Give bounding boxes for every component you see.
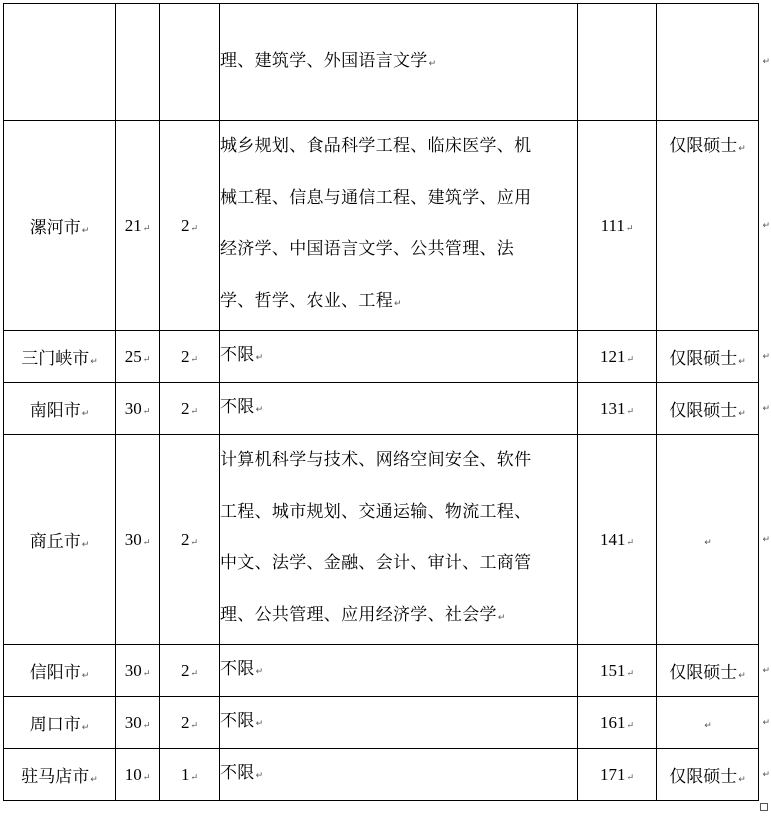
city-cell-text: 南阳市 bbox=[29, 401, 81, 421]
note-cell bbox=[657, 697, 770, 749]
note-cell-text: 仅限硕士 bbox=[669, 663, 738, 683]
paragraph-mark: ↵ bbox=[142, 771, 151, 782]
paragraph-mark: ↵ bbox=[428, 58, 437, 69]
major-line bbox=[220, 331, 577, 382]
major-line bbox=[220, 37, 577, 88]
code-cell-text: 161 bbox=[599, 712, 626, 732]
note-cell bbox=[657, 4, 770, 121]
paragraph-mark: ↵ bbox=[738, 671, 746, 681]
code-cell bbox=[578, 331, 657, 383]
major-line-text: 经济学、中国语言文学、公共管理、法 bbox=[220, 239, 515, 259]
major-line bbox=[220, 749, 577, 800]
major-line bbox=[220, 121, 577, 173]
paragraph-mark: ↵ bbox=[90, 775, 98, 785]
major-line-text: 理、公共管理、应用经济学、社会学 bbox=[220, 604, 497, 625]
paragraph-mark: ↵ bbox=[738, 357, 746, 367]
city-cell bbox=[4, 121, 116, 331]
ratio-cell bbox=[160, 121, 220, 331]
count-cell-text: 30 bbox=[124, 529, 142, 549]
note-cell bbox=[657, 749, 770, 801]
note-cell-text: 仅限硕士 bbox=[669, 136, 738, 156]
row-end-mark: ↵ bbox=[762, 769, 770, 780]
paragraph-mark: ↵ bbox=[704, 720, 712, 731]
position-table bbox=[3, 3, 770, 801]
row-end-mark: ↵ bbox=[762, 403, 770, 414]
ratio-cell-text: 2 bbox=[180, 346, 190, 366]
paragraph-mark: ↵ bbox=[394, 298, 402, 309]
count-cell-text: 30 bbox=[124, 712, 142, 732]
code-cell-text: 131 bbox=[599, 398, 626, 418]
paragraph-mark: ↵ bbox=[190, 536, 199, 547]
paragraph-mark: ↵ bbox=[626, 719, 635, 730]
major-line-text: 不限 bbox=[220, 659, 255, 679]
ratio-cell-text: 2 bbox=[180, 529, 190, 549]
city-cell bbox=[4, 435, 116, 645]
major-cell bbox=[220, 435, 578, 645]
paragraph-mark: ↵ bbox=[255, 719, 264, 729]
table-row bbox=[4, 331, 759, 383]
city-cell-text: 商丘市 bbox=[29, 532, 81, 552]
major-cell bbox=[220, 331, 578, 383]
paragraph-mark: ↵ bbox=[90, 357, 98, 367]
ratio-cell bbox=[160, 383, 220, 435]
paragraph-mark: ↵ bbox=[142, 405, 151, 416]
ratio-cell bbox=[160, 697, 220, 749]
major-line-text: 城乡规划、食品科学工程、临床医学、机 bbox=[220, 136, 532, 156]
major-line-text: 学、哲学、农业、工程 bbox=[220, 290, 393, 311]
major-line-text: 理、建筑学、外国语言文学 bbox=[220, 50, 428, 71]
major-cell bbox=[220, 121, 578, 331]
paragraph-mark: ↵ bbox=[142, 719, 151, 730]
count-cell-text: 25 bbox=[124, 346, 142, 366]
major-line bbox=[220, 224, 577, 276]
ratio-cell bbox=[160, 435, 220, 645]
note-cell bbox=[657, 383, 770, 435]
ratio-cell bbox=[160, 331, 220, 383]
count-cell bbox=[116, 645, 160, 697]
paragraph-mark: ↵ bbox=[81, 723, 90, 733]
table-row bbox=[4, 383, 759, 435]
table-row bbox=[4, 121, 759, 331]
major-cell bbox=[220, 749, 578, 801]
major-line bbox=[220, 383, 577, 434]
paragraph-mark: ↵ bbox=[142, 222, 151, 233]
paragraph-mark: ↵ bbox=[190, 405, 199, 416]
ratio-cell-text: 2 bbox=[180, 398, 190, 418]
paragraph-mark: ↵ bbox=[81, 409, 90, 419]
major-line bbox=[220, 276, 577, 331]
note-cell-text: 仅限硕士 bbox=[669, 349, 738, 369]
count-cell bbox=[116, 121, 160, 331]
paragraph-mark: ↵ bbox=[626, 771, 635, 782]
count-cell bbox=[116, 435, 160, 645]
city-cell bbox=[4, 749, 116, 801]
paragraph-mark: ↵ bbox=[81, 540, 90, 550]
paragraph-mark: ↵ bbox=[142, 667, 151, 678]
paragraph-mark: ↵ bbox=[704, 537, 712, 548]
ratio-cell-text: 1 bbox=[180, 764, 190, 784]
paragraph-mark: ↵ bbox=[625, 222, 634, 233]
major-line bbox=[220, 645, 577, 696]
major-line bbox=[220, 590, 577, 645]
major-line bbox=[220, 487, 577, 539]
major-line-text: 械工程、信息与通信工程、建筑学、应用 bbox=[220, 187, 532, 208]
count-cell-text: 21 bbox=[124, 215, 142, 235]
ratio-cell-text: 2 bbox=[180, 215, 190, 235]
major-line bbox=[220, 435, 577, 487]
table-resize-handle[interactable] bbox=[760, 803, 768, 811]
city-cell-text: 驻马店市 bbox=[21, 767, 90, 787]
city-cell-text: 信阳市 bbox=[29, 663, 81, 683]
major-line bbox=[220, 538, 577, 590]
ratio-cell-text: 2 bbox=[180, 660, 190, 680]
city-cell bbox=[4, 4, 116, 121]
code-cell bbox=[578, 4, 657, 121]
count-cell bbox=[116, 383, 160, 435]
row-end-mark: ↵ bbox=[762, 351, 770, 362]
count-cell-text: 10 bbox=[124, 764, 142, 784]
paragraph-mark: ↵ bbox=[255, 771, 264, 781]
note-cell bbox=[657, 121, 770, 331]
paragraph-mark: ↵ bbox=[626, 353, 635, 364]
city-cell-text: 漯河市 bbox=[29, 218, 81, 238]
code-cell-text: 141 bbox=[599, 529, 626, 549]
paragraph-mark: ↵ bbox=[626, 536, 635, 547]
code-cell-text: 171 bbox=[599, 764, 626, 784]
code-cell bbox=[578, 697, 657, 749]
ratio-cell bbox=[160, 4, 220, 121]
ratio-cell bbox=[160, 645, 220, 697]
paragraph-mark: ↵ bbox=[626, 405, 635, 416]
major-line bbox=[220, 697, 577, 748]
code-cell-text: 111 bbox=[600, 215, 625, 235]
note-cell-text: 仅限硕士 bbox=[669, 767, 738, 787]
note-cell bbox=[657, 435, 770, 645]
note-cell-text: 仅限硕士 bbox=[669, 401, 738, 421]
code-cell bbox=[578, 749, 657, 801]
paragraph-mark: ↵ bbox=[81, 671, 90, 681]
paragraph-mark: ↵ bbox=[190, 771, 199, 782]
code-cell bbox=[578, 645, 657, 697]
row-end-mark: ↵ bbox=[762, 220, 770, 231]
code-cell bbox=[578, 383, 657, 435]
paragraph-mark: ↵ bbox=[738, 409, 746, 419]
row-end-mark: ↵ bbox=[762, 534, 770, 545]
code-cell-text: 151 bbox=[599, 660, 626, 680]
count-cell-text: 30 bbox=[124, 660, 142, 680]
city-cell bbox=[4, 645, 116, 697]
paragraph-mark: ↵ bbox=[255, 353, 264, 363]
code-cell-text: 121 bbox=[599, 346, 626, 366]
paragraph-mark: ↵ bbox=[190, 353, 199, 364]
major-cell bbox=[220, 4, 578, 121]
row-end-mark: ↵ bbox=[762, 717, 770, 728]
paragraph-mark: ↵ bbox=[81, 226, 90, 236]
major-cell bbox=[220, 645, 578, 697]
count-cell bbox=[116, 4, 160, 121]
major-cell bbox=[220, 383, 578, 435]
table-row bbox=[4, 749, 759, 801]
paragraph-mark: ↵ bbox=[190, 667, 199, 678]
paragraph-mark: ↵ bbox=[142, 536, 151, 547]
city-cell-text: 周口市 bbox=[29, 715, 81, 735]
major-line-text: 工程、城市规划、交通运输、物流工程、 bbox=[220, 501, 532, 522]
count-cell bbox=[116, 697, 160, 749]
count-cell-text: 30 bbox=[124, 398, 142, 418]
table-row bbox=[4, 697, 759, 749]
city-cell bbox=[4, 697, 116, 749]
city-cell bbox=[4, 331, 116, 383]
note-cell bbox=[657, 645, 770, 697]
city-cell-text: 三门峡市 bbox=[21, 349, 90, 369]
count-cell bbox=[116, 331, 160, 383]
paragraph-mark: ↵ bbox=[738, 144, 746, 154]
major-cell bbox=[220, 697, 578, 749]
paragraph-mark: ↵ bbox=[142, 353, 151, 364]
major-line-text: 中文、法学、金融、会计、审计、工商管 bbox=[220, 553, 532, 573]
note-cell bbox=[657, 331, 770, 383]
major-line-text: 不限 bbox=[220, 763, 255, 783]
paragraph-mark: ↵ bbox=[255, 405, 264, 415]
paragraph-mark: ↵ bbox=[497, 612, 506, 623]
paragraph-mark: ↵ bbox=[626, 667, 635, 678]
major-line-text: 不限 bbox=[220, 711, 255, 731]
major-line-text: 计算机科学与技术、网络空间安全、软件 bbox=[220, 450, 532, 470]
table-row bbox=[4, 4, 759, 121]
table-row bbox=[4, 645, 759, 697]
code-cell bbox=[578, 121, 657, 331]
code-cell bbox=[578, 435, 657, 645]
row-end-mark: ↵ bbox=[762, 665, 770, 676]
count-cell bbox=[116, 749, 160, 801]
city-cell bbox=[4, 383, 116, 435]
major-line-text: 不限 bbox=[220, 397, 255, 417]
ratio-cell bbox=[160, 749, 220, 801]
paragraph-mark: ↵ bbox=[738, 775, 746, 785]
table-row bbox=[4, 435, 759, 645]
paragraph-mark: ↵ bbox=[190, 222, 199, 233]
paragraph-mark: ↵ bbox=[190, 719, 199, 730]
major-line-text: 不限 bbox=[220, 345, 255, 365]
ratio-cell-text: 2 bbox=[180, 712, 190, 732]
row-end-mark: ↵ bbox=[762, 57, 770, 67]
paragraph-mark: ↵ bbox=[255, 667, 264, 677]
major-line bbox=[220, 173, 577, 225]
